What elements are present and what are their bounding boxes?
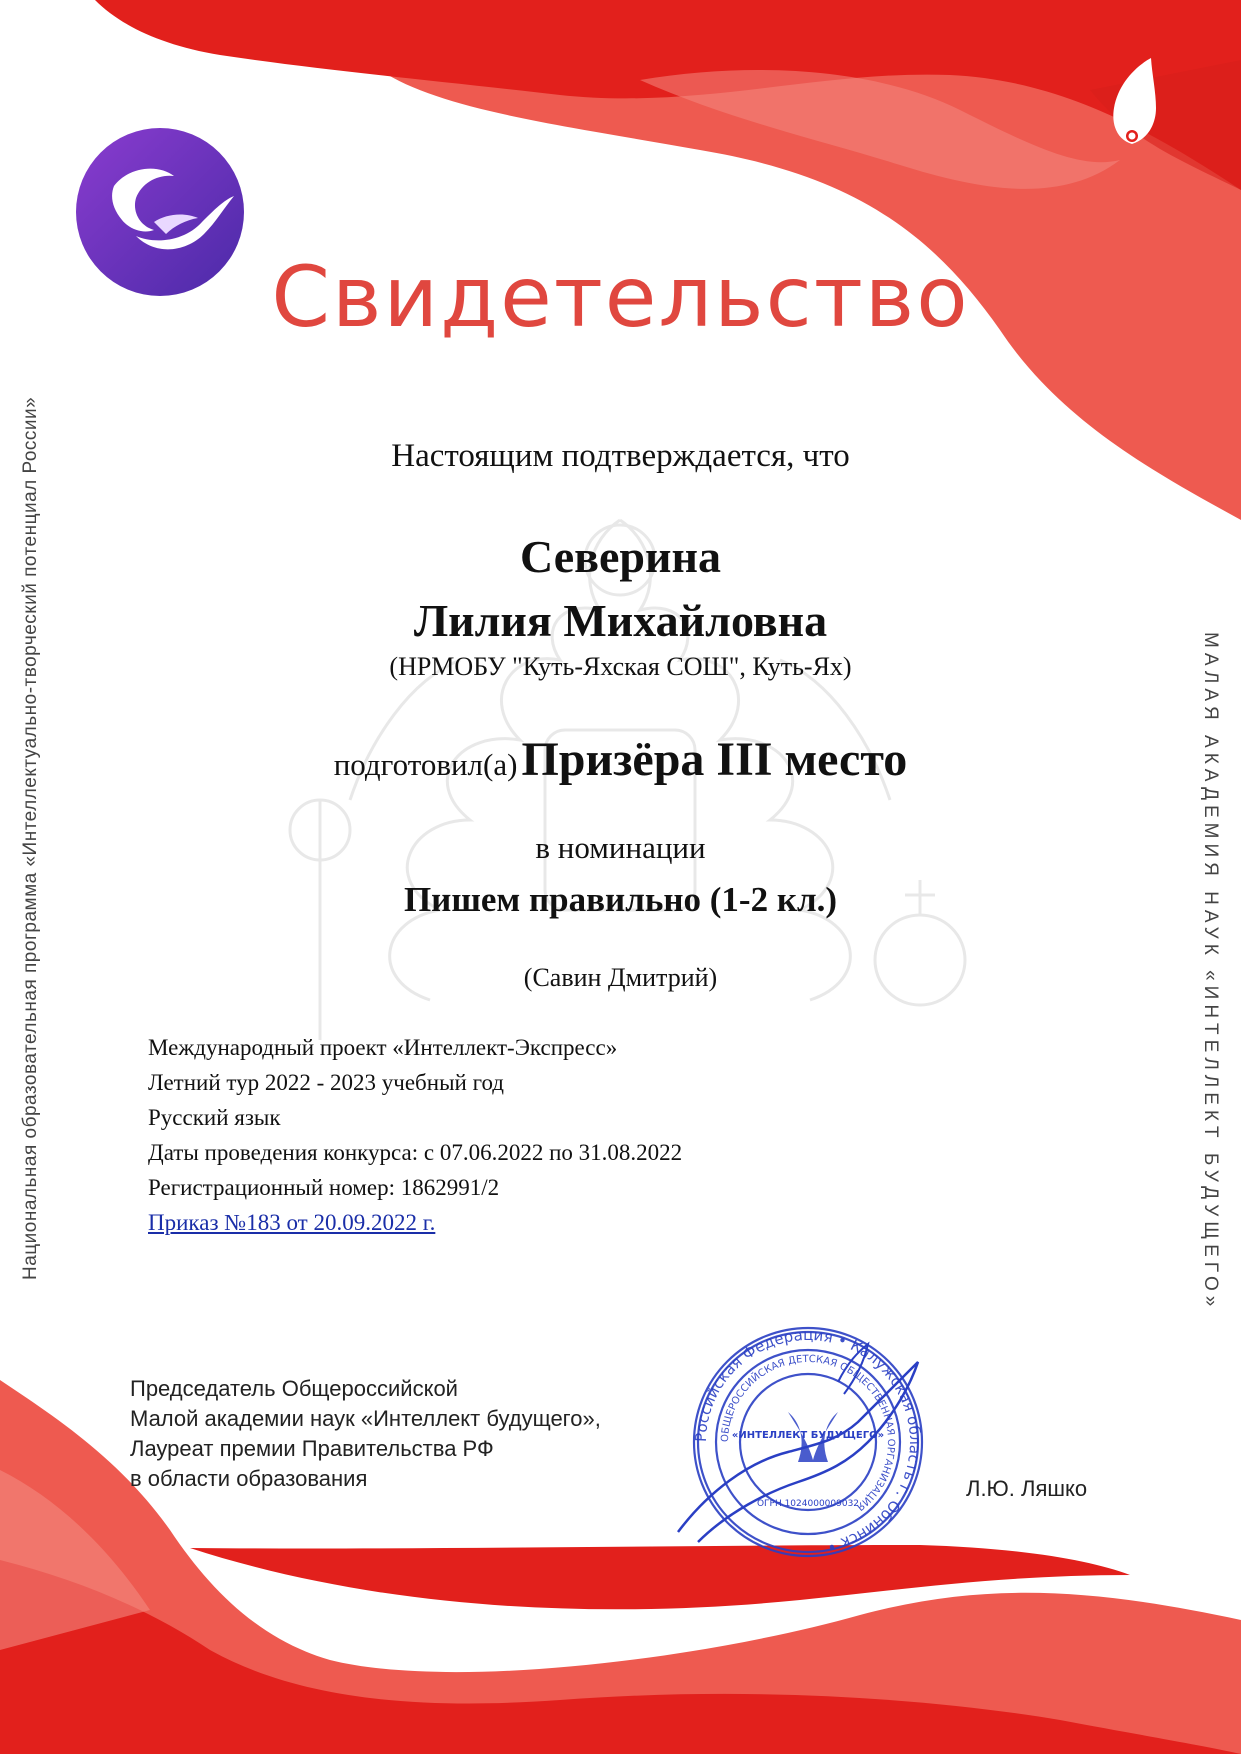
registration-line: Регистрационный номер: 1862991/2 xyxy=(148,1175,500,1200)
flame-icon xyxy=(1106,56,1166,146)
subject-line: Русский язык xyxy=(148,1105,281,1130)
order-link[interactable]: Приказ №183 от 20.09.2022 г. xyxy=(148,1210,436,1235)
signer-line-3: Лауреат премии Правительства РФ xyxy=(130,1436,494,1461)
signer-name: Л.Ю. Ляшко xyxy=(966,1476,1088,1501)
nomination-name: Пишем правильно (1-2 кл.) xyxy=(403,880,838,919)
award-title: Призёра III место xyxy=(521,733,908,786)
official-seal xyxy=(668,1322,948,1562)
seal-center-text: «ИНТЕЛЛЕКТ БУДУЩЕГО» xyxy=(731,1430,885,1441)
signer-line-4: в области образования xyxy=(130,1466,368,1491)
dates-line: Даты проведения конкурса: с 07.06.2022 по 31.08.2022 xyxy=(148,1140,683,1165)
side-text-right: МАЛАЯ АКАДЕМИЯ НАУК «ИНТЕЛЛЕКТ БУДУЩЕГО» xyxy=(1200,632,1221,1312)
seal-outer-text: Российская Федерация • Калужская область г. Обнинск • xyxy=(691,1325,925,1557)
prepared-label: подготовил(а) xyxy=(333,747,518,782)
signer-line-1: Председатель Общероссийской xyxy=(130,1376,458,1401)
intro-text: Настоящим подтверждается, что xyxy=(391,438,850,474)
recipient-surname: Северина xyxy=(519,531,722,582)
project-line: Международный проект «Интеллект-Экспресс» xyxy=(148,1035,618,1060)
prepared-line xyxy=(0,732,1241,787)
side-text-left: Национальная образовательная программа «Интеллектуально-творческий потенциал России» xyxy=(20,396,41,1280)
certificate-title: Свидетельство xyxy=(271,248,970,346)
tour-line: Летний тур 2022 - 2023 учебный год xyxy=(148,1070,504,1095)
signer-line-2: Малой академии наук «Интеллект будущего», xyxy=(130,1406,601,1431)
teacher-name: (Савин Дмитрий) xyxy=(523,963,718,992)
recipient-given-name: Лилия Михайловна xyxy=(413,595,828,646)
signer-title-block xyxy=(130,1374,601,1494)
details-block xyxy=(148,1030,682,1240)
seal-inner-text: ОБЩЕРОССИЙСКАЯ ДЕТСКАЯ ОБЩЕСТВЕННАЯ ОРГАНИЗАЦИЯ xyxy=(719,1353,897,1513)
seal-ogrn: ОГРН 1024000009032 xyxy=(756,1499,860,1509)
nomination-label: в номинации xyxy=(535,830,706,865)
recipient-organization: (НРМОБУ "Куть-Яхская СОШ", Куть-Ях) xyxy=(389,652,852,681)
